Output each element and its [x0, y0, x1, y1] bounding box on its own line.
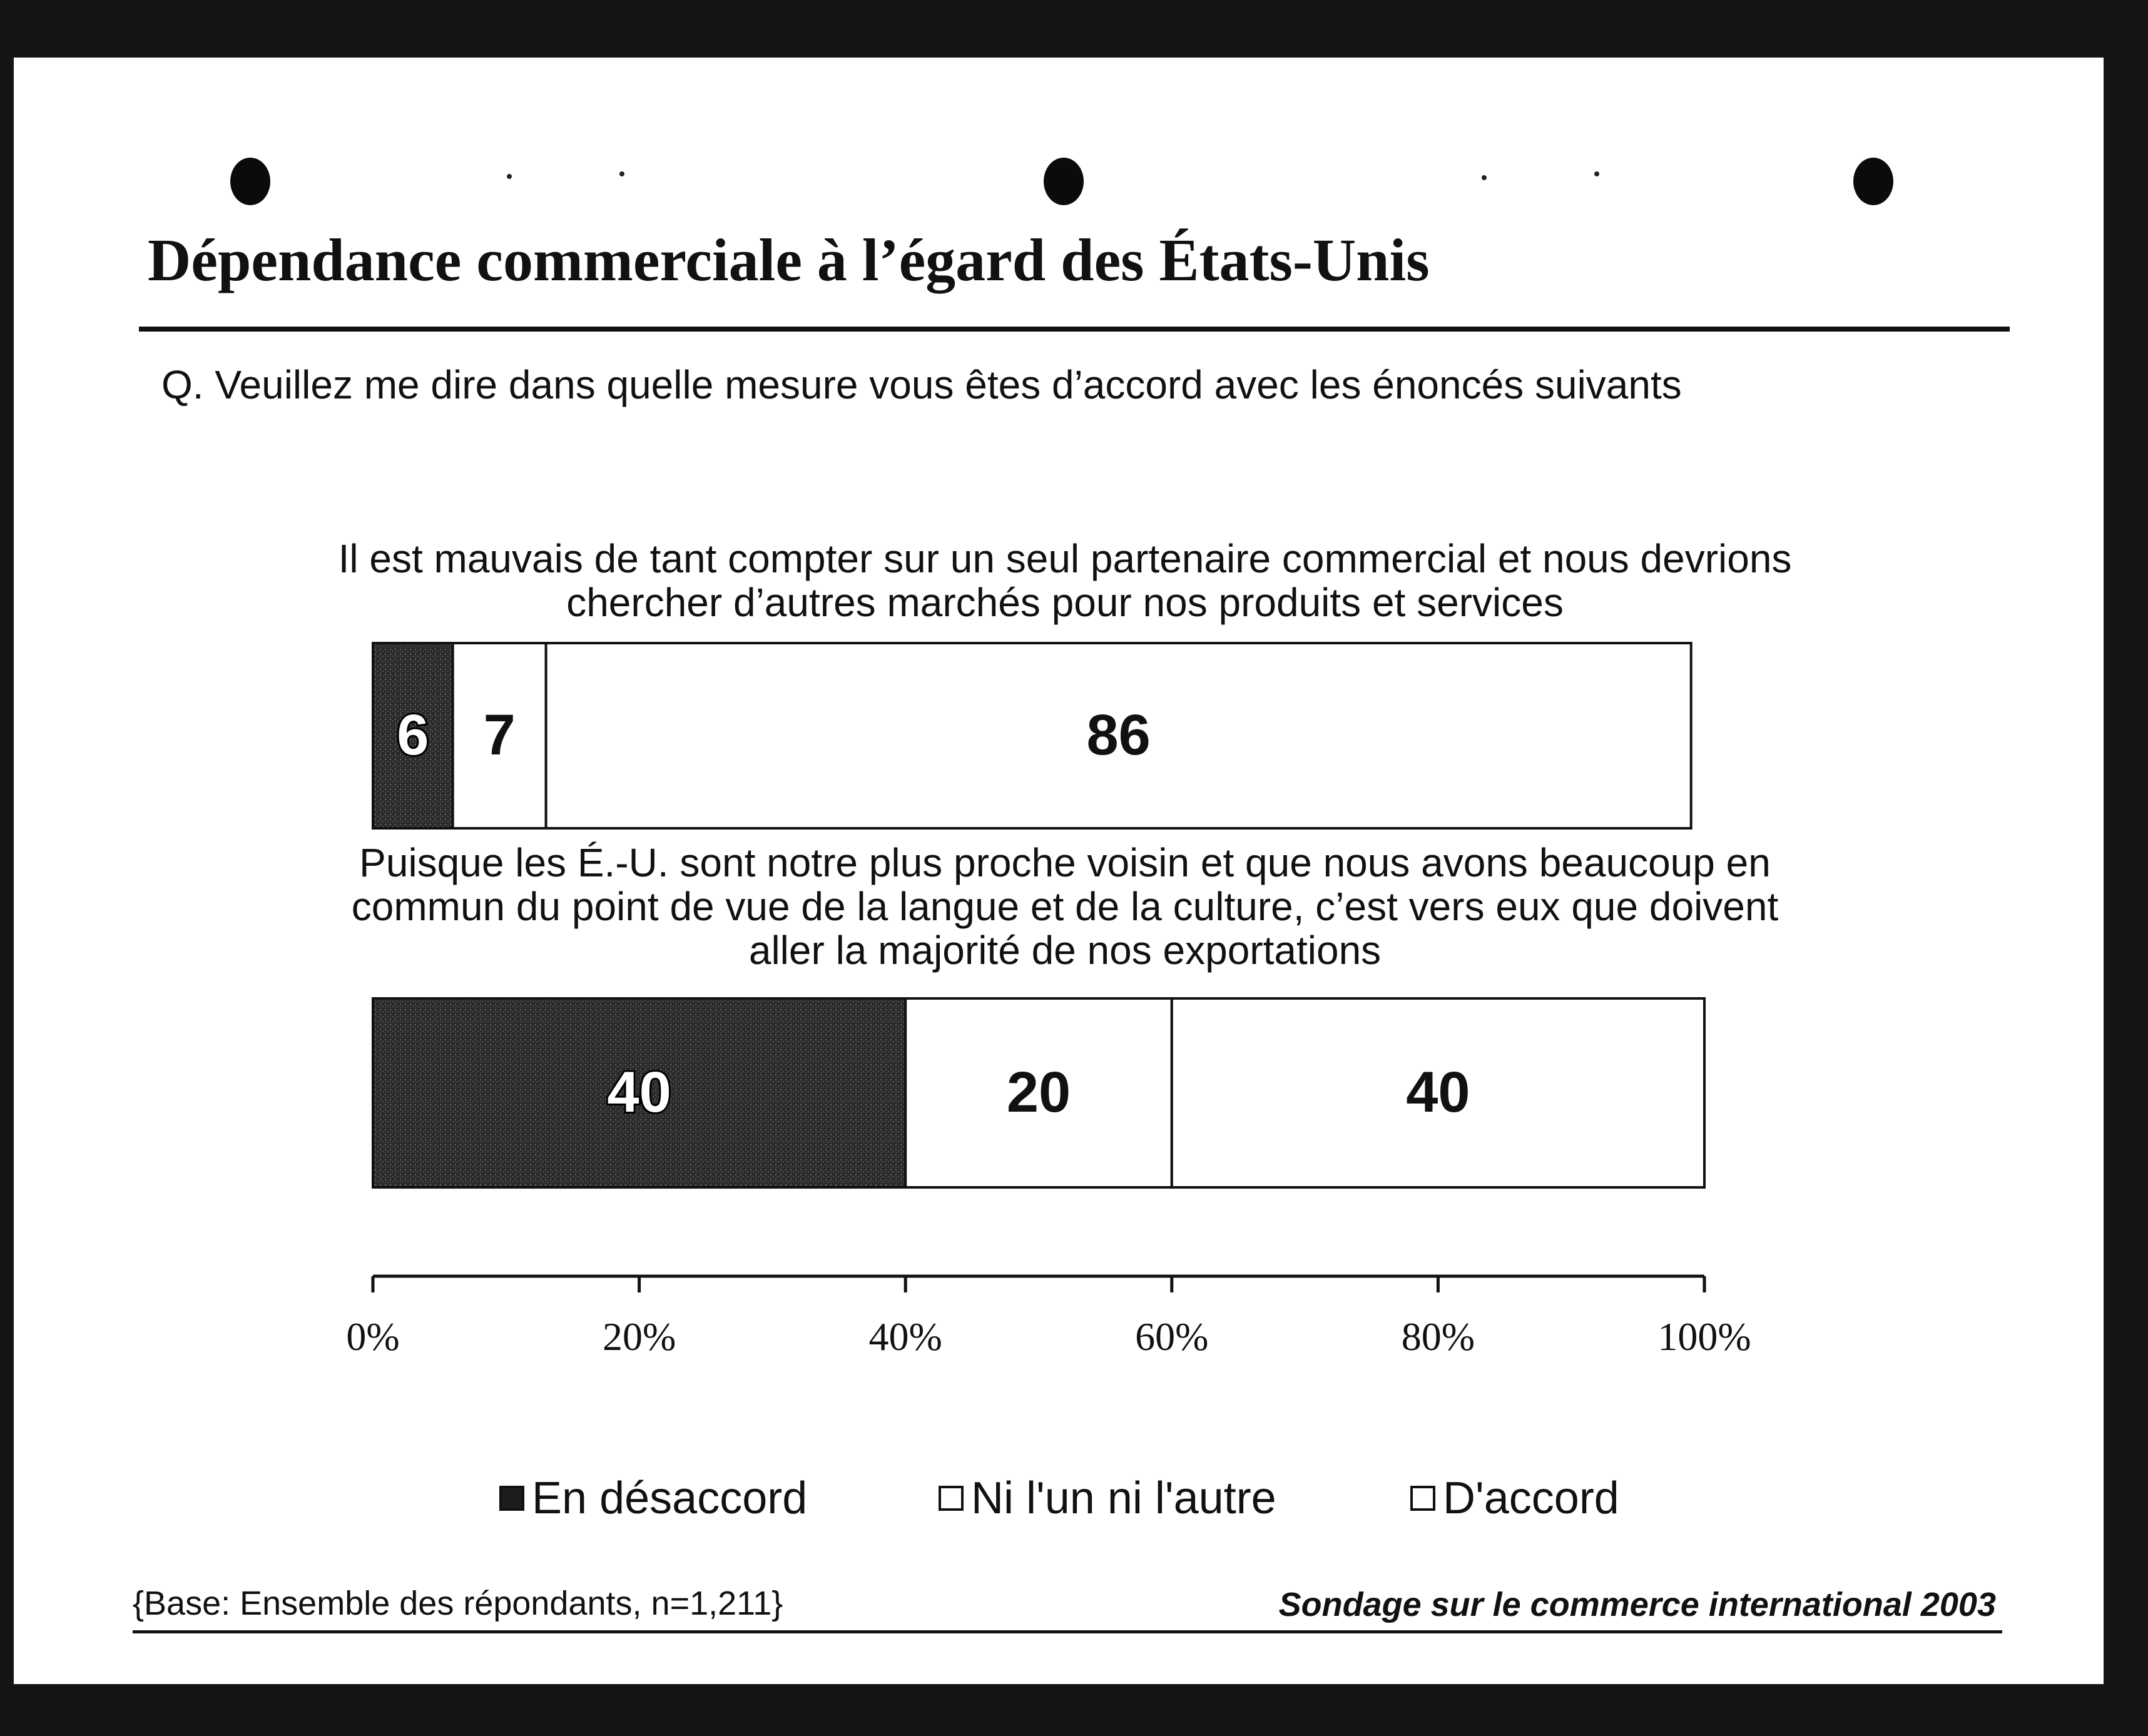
statement-1-line-1: Il est mauvais de tant compter sur un seul partenaire commercial et nous devrions [338, 536, 1792, 581]
stacked-bar-chart [14, 58, 2104, 1684]
statement-2-line-3: aller la majorité de nos exportations [748, 928, 1382, 973]
slide [14, 58, 2104, 1684]
x-tick-label-80: 80% [1401, 1314, 1475, 1359]
legend-item-neither [939, 1473, 1276, 1524]
data-label-agree-row-1: 86 [1086, 703, 1151, 767]
x-tick-label-20: 20% [602, 1314, 676, 1359]
source-note: Sondage sur le commerce international 2003 [1278, 1586, 1996, 1623]
data-label-neither-row-1: 7 [483, 703, 516, 767]
x-tick-label-100: 100% [1657, 1314, 1751, 1359]
legend-label-agree: D'accord [1443, 1473, 1619, 1523]
legend-label-neither: Ni l'un ni l'autre [971, 1473, 1276, 1523]
legend-item-disagree [499, 1473, 807, 1524]
legend-swatch-agree [1410, 1486, 1435, 1511]
data-label-disagree-row-2: 40 [607, 1060, 671, 1124]
x-tick-label-40: 40% [868, 1314, 942, 1359]
x-tick-label-0: 0% [346, 1314, 400, 1359]
chart-title: Dépendance commerciale à l’égard des États-Unis [148, 226, 1430, 293]
data-label-disagree-row-1: 6 [397, 703, 429, 767]
question-text: Q. Veuillez me dire dans quelle mesure vous êtes d’accord avec les énoncés suivants [161, 362, 1682, 407]
statement-1-line-2: chercher d’autres marchés pour nos produits et services [566, 580, 1564, 625]
data-label-agree-row-2: 40 [1406, 1060, 1470, 1124]
legend-label-disagree: En désaccord [532, 1473, 808, 1523]
legend-item-agree [1410, 1473, 1619, 1524]
legend-swatch-disagree [499, 1486, 524, 1511]
statement-2-line-2: commun du point de vue de la langue et de la culture, c’est vers eux que doivent [351, 884, 1779, 929]
footer-rule [133, 1630, 2002, 1633]
legend-swatch-neither [939, 1486, 964, 1511]
data-label-neither-row-2: 20 [1006, 1060, 1071, 1124]
x-tick-label-60: 60% [1135, 1314, 1209, 1359]
statement-2-line-1: Puisque les É.-U. sont notre plus proche voisin et que nous avons beaucoup en [359, 840, 1771, 885]
base-note: {Base: Ensemble des répondants, n=1,211} [133, 1585, 783, 1622]
